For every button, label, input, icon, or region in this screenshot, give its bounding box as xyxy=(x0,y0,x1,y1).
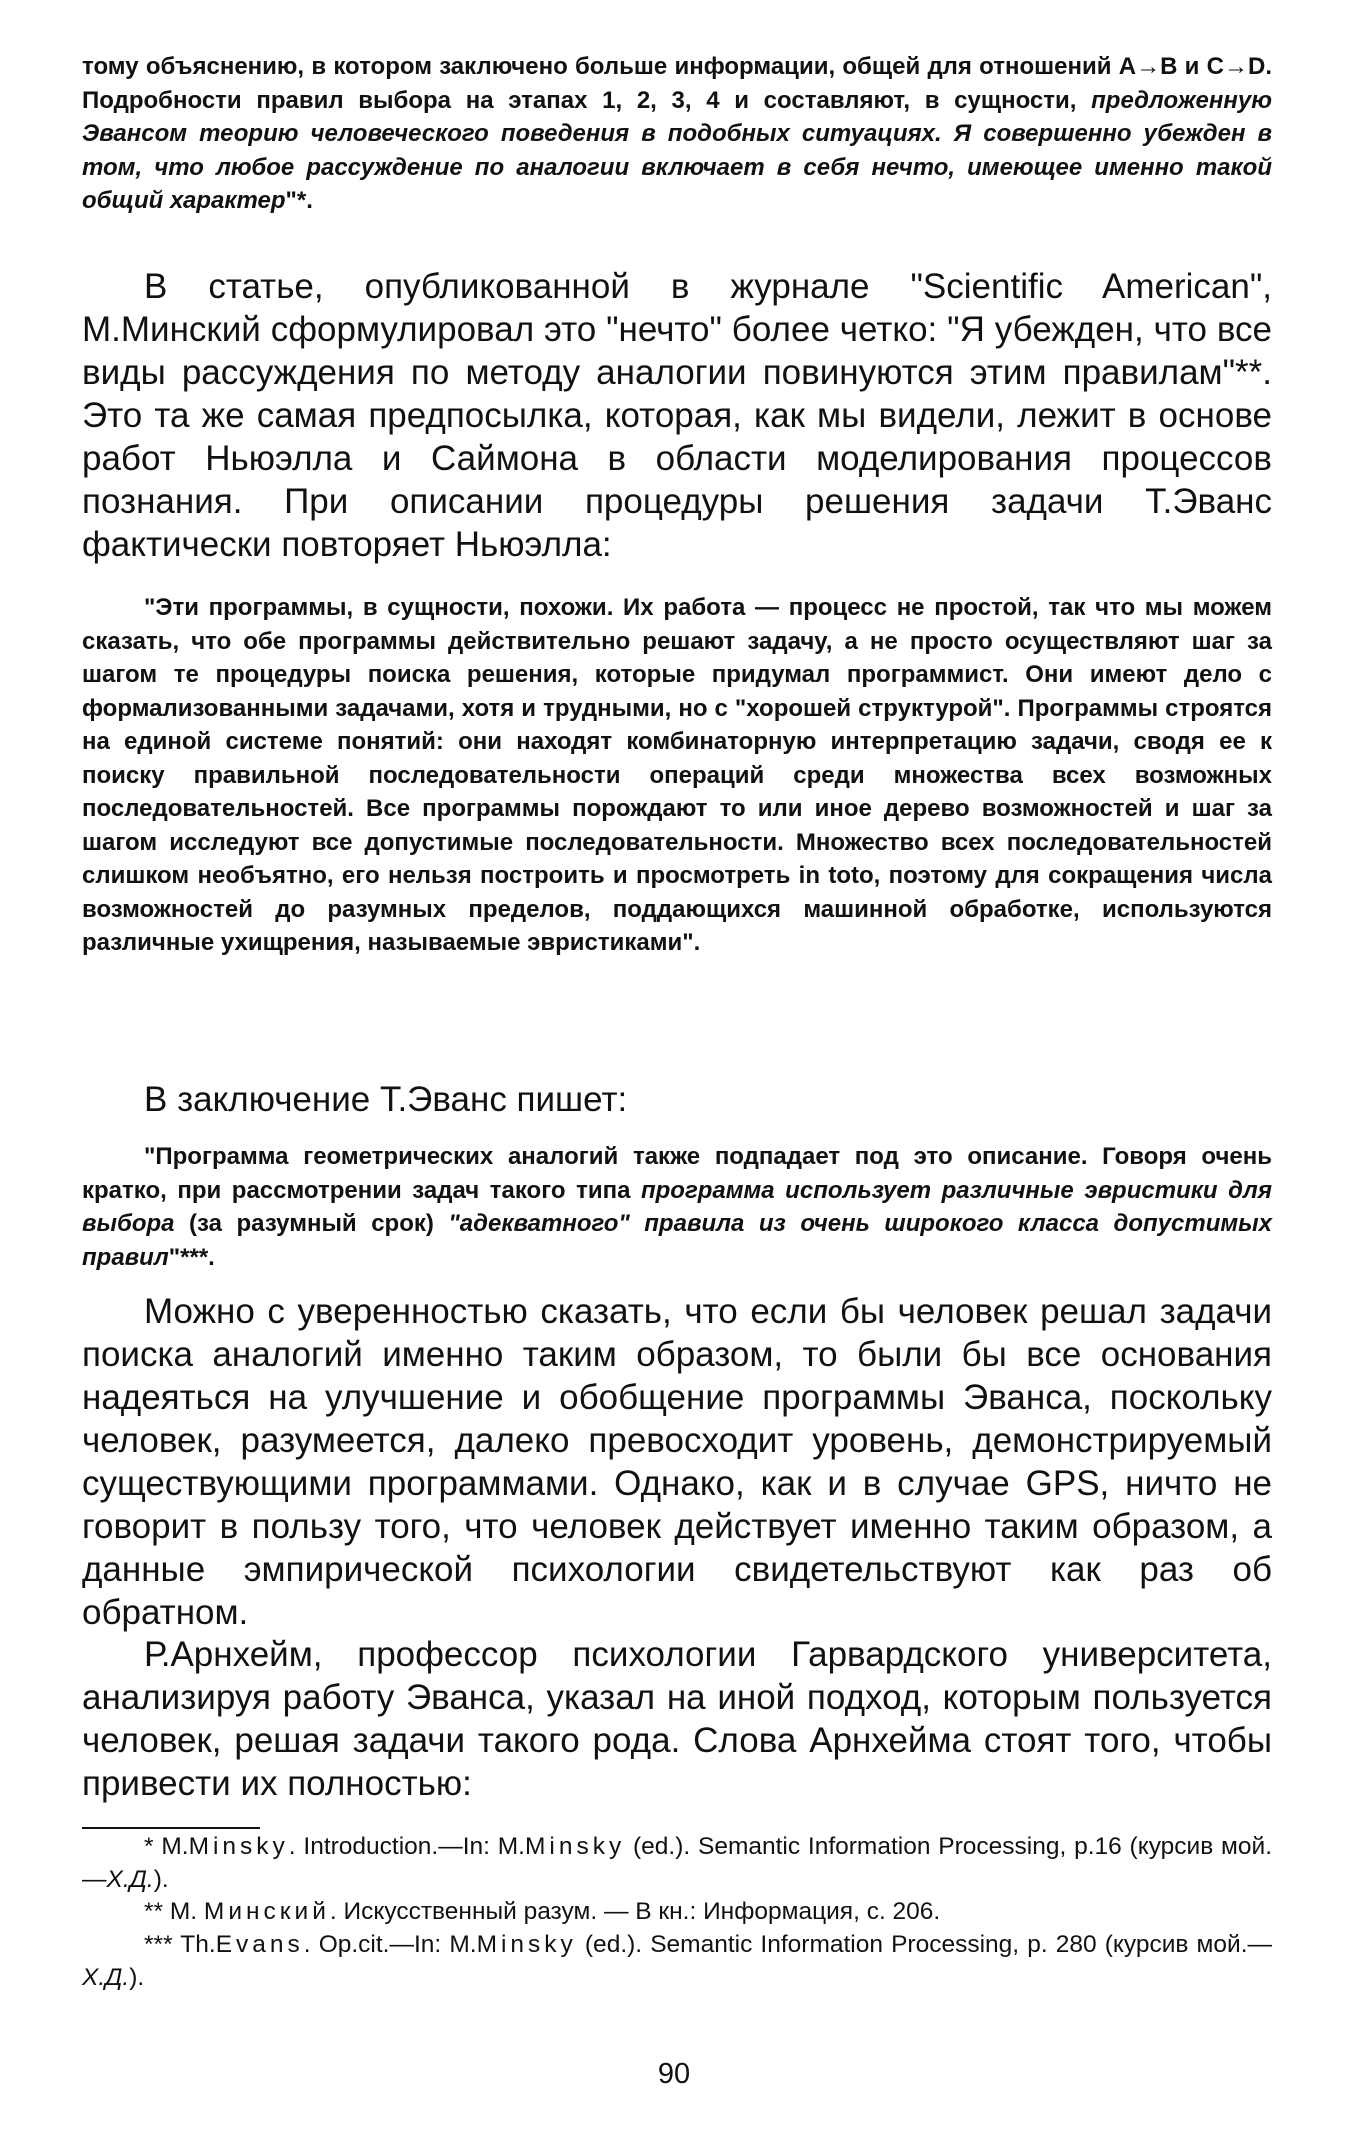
quote-evans-continuation xyxy=(82,50,1272,218)
footnote-divider xyxy=(82,1827,260,1829)
footnote-2: ** М. Минский. Искусственный разум. — В кн.: Информация, с. 206. xyxy=(144,1898,941,1925)
page-number: 90 xyxy=(657,2058,691,2090)
paragraph-minsky: В статье, опубликованной в журнале "Scientific American", М.Минский сформулировал это "нечто" более четко: "Я убежден, что все виды рассуждения по методу аналогии повинуются этим правилам"**. Это та же самая предпосылка, которая, как мы видели, лежит в основе работ Ньюэлла и Саймона в области моделирования процессов познания. При описании процедуры решения задачи Т.Эванс фактически повторяет Ньюэлла: xyxy=(82,267,1272,564)
quote-evans-geometric xyxy=(82,1140,1272,1274)
quote-italic-text: предложенную Эвансом теорию человеческого поведения в подобных ситуациях. Я совершенно убежден в том, что любое рассуждение по аналогии включает в себя нечто, имеющее именно такой общий характер xyxy=(82,86,1272,214)
paragraph-arnheim: Р.Арнхейм, профессор психологии Гарвардского университета, анализируя работу Эванса, указал на иной подход, которым пользуется человек, решая задачи такого рода. Слова Арнхейма стоят того, чтобы привести их полностью: xyxy=(82,1635,1272,1803)
footnote-author: Evans xyxy=(215,1931,304,1958)
footnote-1: * M.Minsky. Introduction.—In: M.Minsky (ed.). Semantic Information Processing, p.16 (курсив мой.—Х.Д.). xyxy=(82,1833,1273,1893)
quote-text-end: "*. xyxy=(285,187,313,214)
footnote-author: Minsky xyxy=(524,1833,626,1860)
paragraph-evans-conclusion: В заключение Т.Эванс пишет: xyxy=(144,1080,628,1119)
quote-text: тому объяснению, в котором заключено больше информации, общей для отношений A→B и C→D. Подробности правил выбора на этапах 1, 2, 3, 4 и составляют, в сущности, xyxy=(82,53,1272,114)
quote-text: "Программа геометрических аналогий также подпадает под это описание. Говоря очень кратко, при рассмотрении задач такого типа xyxy=(82,1143,1272,1204)
paragraph-human-analogy: Можно с уверенностью сказать, что если бы человек решал задачи поиска аналогий именно таким образом, то были бы все основания надеяться на улучшение и обобщение программы Эванса, поскольку человек, разумеется, далеко превосходит уровень, демонстрируемый существующими программами. Однако, как и в случае GPS, ничто не говорит в пользу того, что человек действует именно таким образом, а данные эмпирической психологии свидетельствуют как раз об обратном. xyxy=(82,1292,1272,1632)
quote-text-end: "***. xyxy=(168,1243,215,1271)
quote-italic-text: программа использует различные эвристики для выбора xyxy=(82,1176,1272,1237)
footnote-author: Minsky xyxy=(476,1931,577,1958)
quote-italic-text: "адекватного" правила из очень широкого класса допустимых правил xyxy=(82,1210,1272,1271)
quote-evans-programs: "Эти программы, в сущности, похожи. Их работа — процесс не простой, так что мы можем сказать, что обе программы действительно решают задачу, а не просто осуществляют шаг за шагом те процедуры поиска решения, которые придумал программист. Они имеют дело с формализованными задачами, хотя и трудными, но с "хорошей структурой". Программы строятся на единой системе понятий: они находят комбинаторную интерпретацию задачи, сводя ее к поиску правильной последовательности операций среди множества всех возможных последовательностей. Все программы порождают то или иное дерево возможностей и шаг за шагом исследуют все допустимые последовательности. Множество всех последовательностей слишком необъятно, его нельзя построить и просмотреть in toto, поэтому для сокращения числа возможностей до разумных пределов, поддающихся машинной обработке, используются различные ухищрения, называемые эвристиками". xyxy=(82,594,1272,956)
quote-text: (за разумный срок) xyxy=(174,1210,449,1237)
footnote-author: Минский xyxy=(203,1898,330,1925)
footnote-3: *** Th.Evans. Op.cit.—In: M.Minsky (ed.). Semantic Information Processing, p. 280 (курсив мой.— Х.Д.). xyxy=(82,1931,1272,1991)
footnote-author: Minsky xyxy=(188,1833,289,1860)
